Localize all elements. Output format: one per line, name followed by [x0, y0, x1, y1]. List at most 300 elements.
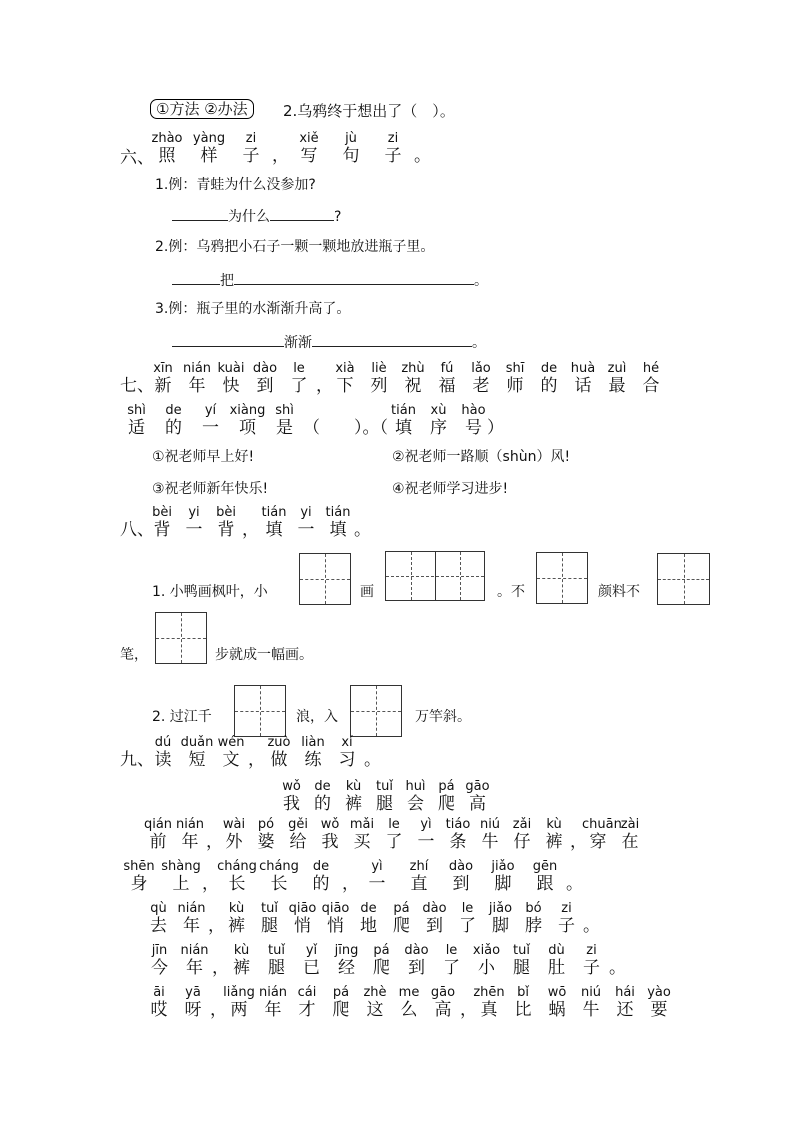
- pinyin: [248, 736, 262, 750]
- pinyin-char-pair: [364, 944, 399, 978]
- hanzi: 裤: [345, 794, 362, 814]
- blank-2a[interactable]: [172, 270, 220, 285]
- pinyin: dào: [448, 859, 474, 874]
- pinyin: huì: [405, 779, 426, 794]
- pinyin: [206, 818, 218, 832]
- q1-part-f: 步就成一幅画。: [215, 647, 313, 663]
- hanzi: 最: [608, 376, 626, 396]
- hanzi: 填: [265, 520, 283, 540]
- pinyin: bèi: [152, 505, 172, 520]
- pinyin: xià: [335, 361, 355, 376]
- hanzi: 脚: [492, 916, 509, 936]
- pinyin: zi: [245, 131, 257, 146]
- pinyin-char-pair: [142, 944, 177, 978]
- pinyin: [364, 736, 378, 750]
- hanzi: 前: [149, 832, 167, 852]
- hanzi: 真: [480, 1000, 498, 1020]
- pinyin-char-pair: [358, 986, 392, 1020]
- pinyin-char-pair: [634, 362, 668, 396]
- pinyin: jù: [345, 131, 357, 146]
- tianzige-box[interactable]: [657, 553, 710, 605]
- pinyin: xí: [341, 735, 353, 750]
- pinyin: yào: [647, 985, 671, 1000]
- pinyin-char-pair: [176, 986, 210, 1020]
- pinyin: nián: [177, 901, 206, 916]
- punctuation: [316, 362, 333, 396]
- pinyin-char-pair: [582, 817, 622, 852]
- pinyin-char-pair: [399, 944, 434, 978]
- pinyin-char-pair: [180, 736, 214, 770]
- pinyin-char-pair: [330, 736, 364, 770]
- pinyin-char-pair: [642, 986, 676, 1020]
- pinyin: cháng: [259, 859, 299, 874]
- hanzi: 练: [304, 750, 322, 770]
- answer-paren[interactable]: （ ）。（: [303, 418, 388, 438]
- pinyin-char-pair: [118, 860, 160, 894]
- example-2: 2.例：乌鸦把小石子一颗一颗地放进瓶子里。: [155, 239, 435, 255]
- hanzi: 爬: [393, 916, 410, 936]
- pinyin: zǎi: [512, 817, 532, 832]
- blank-1a[interactable]: [172, 206, 228, 221]
- pinyin: niú: [479, 817, 501, 832]
- pinyin: xiě: [299, 131, 319, 146]
- pinyin-char-pair: [362, 362, 396, 396]
- pinyin: pó: [257, 817, 275, 832]
- hanzi: 。: [354, 520, 371, 540]
- pinyin-char-pair: [484, 902, 517, 936]
- hanzi: ，: [212, 958, 229, 978]
- pinyin: dào: [404, 943, 429, 958]
- pinyin-char-pair: [146, 132, 188, 166]
- hanzi: 要: [650, 1000, 668, 1020]
- pinyin-char-pair: [307, 780, 338, 814]
- word-options: ①方法 ②办法: [150, 99, 254, 119]
- pinyin: gěi: [288, 817, 308, 832]
- pinyin-char-pair: [175, 902, 208, 936]
- pinyin: kuài: [217, 361, 245, 376]
- tianzige-box[interactable]: [536, 552, 588, 604]
- pinyin-char-pair: [160, 860, 202, 894]
- pinyin: jīng: [334, 943, 359, 958]
- q1-part-d: 颜料不: [598, 584, 640, 600]
- hanzi: ，: [210, 1000, 227, 1020]
- pinyin-char-pair: [421, 404, 456, 438]
- pinyin: [609, 944, 621, 958]
- hanzi: 今: [151, 958, 168, 978]
- pinyin-char-pair: [118, 404, 155, 438]
- hanzi: 年: [186, 958, 203, 978]
- pinyin: fú: [440, 361, 454, 376]
- pinyin: chuān: [582, 817, 622, 832]
- pinyin: gāo: [465, 779, 490, 794]
- hanzi: 么: [400, 1000, 418, 1020]
- pinyin-char-pair: [188, 132, 230, 166]
- hanzi: 老: [472, 376, 490, 396]
- pinyin-char-pair: [539, 944, 574, 978]
- pinyin: [414, 132, 430, 146]
- pinyin: [272, 132, 288, 146]
- hanzi: 长: [228, 874, 246, 894]
- pinyin: tuǐ: [513, 943, 530, 958]
- section-9-number: 九、: [120, 750, 154, 770]
- pinyin-char-pair: [430, 362, 464, 396]
- hanzi: 地: [360, 916, 377, 936]
- pinyin-char-pair: [296, 736, 330, 770]
- section-8-number: 八、: [120, 520, 154, 540]
- pinyin-char-pair: [248, 362, 282, 396]
- pinyin: tián: [261, 505, 287, 520]
- hanzi: 裤: [233, 958, 250, 978]
- hanzi: 上: [172, 874, 190, 894]
- pinyin: lǎo: [471, 361, 491, 376]
- hanzi: 在: [621, 832, 639, 852]
- pinyin: tiáo: [445, 817, 471, 832]
- pinyin: [583, 902, 595, 916]
- hanzi: 腿: [376, 794, 393, 814]
- pinyin-char-pair: [218, 818, 250, 852]
- hanzi: 蜗: [548, 1000, 566, 1020]
- hanzi: ，: [316, 376, 333, 396]
- tianzige-box[interactable]: [234, 685, 286, 737]
- hanzi: 已: [303, 958, 320, 978]
- pinyin-char-pair: [314, 818, 346, 852]
- hanzi: 给: [289, 832, 307, 852]
- pinyin: [570, 818, 582, 832]
- pinyin: zhēn: [473, 985, 505, 1000]
- pinyin-char-pair: [398, 860, 440, 894]
- pinyin-char-pair: [174, 818, 206, 852]
- pinyin-char-pair: [229, 404, 266, 438]
- answer-line-2: [172, 270, 488, 290]
- pinyin-char-pair: [462, 780, 493, 814]
- pinyin: qiāo: [288, 901, 317, 916]
- pinyin-char-pair: [180, 362, 214, 396]
- pinyin: shēn: [123, 859, 155, 874]
- pinyin-char-pair: [262, 736, 296, 770]
- pinyin-char-pair: [451, 902, 484, 936]
- punctuation: [609, 944, 626, 978]
- pinyin: pá: [332, 985, 350, 1000]
- tianzige-box[interactable]: [155, 612, 207, 664]
- hanzi: 身: [130, 874, 148, 894]
- hanzi: 裤: [228, 916, 245, 936]
- hanzi: 照: [158, 146, 176, 166]
- pinyin-char-pair: [608, 986, 642, 1020]
- pinyin-char-pair: [146, 362, 180, 396]
- punctuation: [354, 506, 370, 540]
- hanzi: 是: [276, 418, 293, 438]
- hanzi: 呀: [184, 1000, 202, 1020]
- pinyin: wǒ: [320, 817, 340, 832]
- tianzige-box[interactable]: [350, 685, 402, 737]
- pinyin-char-pair: [352, 902, 385, 936]
- answer-line-1: [172, 206, 341, 226]
- option-1: ①祝老师早上好!: [152, 449, 255, 465]
- pinyin-char-pair: [472, 986, 506, 1020]
- punctuation: [242, 506, 258, 540]
- pinyin: yi: [300, 505, 312, 520]
- hanzi: 去: [150, 916, 167, 936]
- hanzi: 这: [366, 1000, 384, 1020]
- pinyin-char-pair: [330, 132, 372, 166]
- punctuation: [210, 986, 227, 1020]
- pinyin-char-pair: [385, 902, 418, 936]
- pinyin: qián: [143, 817, 173, 832]
- pinyin-char-pair: [506, 986, 540, 1020]
- pinyin-char-pair: [540, 986, 574, 1020]
- pinyin: [460, 986, 472, 1000]
- pinyin: shì: [127, 403, 146, 418]
- hanzi: 填: [329, 520, 347, 540]
- punctuation: [364, 736, 381, 770]
- hanzi: ，: [570, 832, 587, 852]
- pinyin-char-pair: [346, 818, 378, 852]
- pinyin-char-pair: [142, 986, 176, 1020]
- hanzi: ，: [460, 1000, 477, 1020]
- pinyin: xù: [430, 403, 447, 418]
- pinyin: zuì: [607, 361, 627, 376]
- hanzi: 了: [459, 916, 476, 936]
- option-2: ②祝老师一路顺（shùn）风!: [392, 449, 571, 465]
- pinyin-char-pair: [574, 944, 609, 978]
- question-2: 2.乌鸦终于想出了（ ）。: [283, 102, 455, 120]
- pinyin: bǐ: [517, 985, 529, 1000]
- hanzi: 新: [154, 376, 172, 396]
- pinyin-char-pair: [259, 944, 294, 978]
- hanzi: 哎: [150, 1000, 168, 1020]
- pinyin: āi: [153, 985, 165, 1000]
- pinyin: [202, 860, 216, 874]
- hanzi: 牛: [582, 1000, 600, 1020]
- pinyin-char-pair: [418, 902, 451, 936]
- hanzi: 跟: [536, 874, 554, 894]
- tianzige-box-double[interactable]: [385, 551, 485, 601]
- hanzi: 肚: [548, 958, 565, 978]
- hanzi: 腿: [268, 958, 285, 978]
- pinyin: nián: [180, 943, 209, 958]
- pinyin: hái: [615, 985, 635, 1000]
- hanzi: 。: [583, 916, 600, 936]
- pinyin: liǎng: [223, 985, 255, 1000]
- pinyin: jīn: [151, 943, 168, 958]
- hanzi: 年: [264, 1000, 282, 1020]
- pinyin-char-pair: [210, 506, 242, 540]
- hanzi: 做: [270, 750, 288, 770]
- blank-2b[interactable]: [234, 270, 474, 285]
- hanzi: ，: [342, 874, 359, 894]
- q1-part-b: 画: [360, 584, 374, 600]
- pinyin: wō: [547, 985, 567, 1000]
- punctuation: [570, 818, 587, 852]
- hanzi: 买: [353, 832, 371, 852]
- section-6-number: 六、: [120, 148, 154, 168]
- hanzi: 子: [242, 146, 260, 166]
- hanzi: 句: [342, 146, 360, 166]
- pinyin-char-pair: [290, 986, 324, 1020]
- pinyin-char-pair: [498, 362, 532, 396]
- pinyin: [316, 362, 328, 376]
- hanzi: 外: [225, 832, 243, 852]
- answer-2-text: 把: [220, 273, 234, 289]
- pinyin: wài: [222, 817, 246, 832]
- punctuation: [208, 902, 225, 936]
- pinyin-char-pair: [319, 902, 352, 936]
- blank-3a[interactable]: [172, 332, 284, 347]
- pinyin-char-pair: [214, 736, 248, 770]
- hanzi: 子: [558, 916, 575, 936]
- pinyin-char-pair: [328, 362, 362, 396]
- hanzi: ，: [242, 520, 259, 540]
- pinyin: le: [293, 361, 305, 376]
- pinyin: niú: [580, 985, 602, 1000]
- punctuation: [414, 132, 430, 166]
- answer-3-text: 渐渐: [284, 335, 312, 351]
- hanzi: ，: [248, 750, 265, 770]
- pinyin: yí: [204, 403, 217, 418]
- pinyin-char-pair: [396, 362, 430, 396]
- hanzi: 背: [217, 520, 235, 540]
- pinyin-char-pair: [550, 902, 583, 936]
- pinyin: [566, 860, 580, 874]
- pinyin: tuǐ: [268, 943, 285, 958]
- hanzi: 婆: [257, 832, 275, 852]
- pinyin: hé: [642, 361, 660, 376]
- pinyin: shī: [505, 361, 525, 376]
- hanzi: 填: [395, 418, 412, 438]
- pinyin-char-pair: [250, 818, 282, 852]
- hanzi: 到: [408, 958, 425, 978]
- hanzi: 才: [298, 1000, 316, 1020]
- q2-part-a: 2. 过江千: [152, 709, 212, 725]
- pinyin-char-pair: [220, 902, 253, 936]
- pinyin: zi: [387, 131, 399, 146]
- hanzi: ，: [202, 874, 219, 894]
- pinyin-char-pair: [142, 818, 174, 852]
- pinyin: xiǎo: [472, 943, 501, 958]
- pinyin: [242, 506, 258, 520]
- hanzi: 样: [200, 146, 218, 166]
- pinyin-char-pair: [230, 132, 272, 166]
- hanzi: 号: [465, 418, 482, 438]
- hanzi: 一: [202, 418, 219, 438]
- hanzi: 穿: [589, 832, 607, 852]
- pinyin-char-pair: [386, 404, 421, 438]
- pinyin-char-pair: [324, 986, 358, 1020]
- pinyin: bó: [525, 901, 542, 916]
- pinyin: kù: [228, 901, 245, 916]
- hanzi: 小: [478, 958, 495, 978]
- hanzi: 项: [239, 418, 256, 438]
- pinyin: tián: [325, 505, 351, 520]
- hanzi: ，: [208, 916, 225, 936]
- pinyin: yā: [185, 985, 201, 1000]
- pinyin: de: [314, 779, 331, 794]
- answer-line-3: [172, 332, 486, 352]
- answer-1-text: 为什么: [228, 209, 270, 225]
- hanzi: 悄: [327, 916, 344, 936]
- hanzi: 条: [449, 832, 467, 852]
- pinyin-char-pair: [214, 362, 248, 396]
- hanzi: 脖: [525, 916, 542, 936]
- pinyin: yǐ: [305, 943, 318, 958]
- hanzi: 的: [540, 376, 558, 396]
- pinyin: dù: [548, 943, 565, 958]
- answer-3-end: 。: [472, 335, 486, 351]
- hanzi: 序: [430, 418, 447, 438]
- pinyin: nián: [182, 361, 212, 376]
- tianzige-box[interactable]: [299, 553, 351, 605]
- hanzi: 列: [370, 376, 388, 396]
- blank-1b[interactable]: [270, 206, 334, 221]
- hanzi: 腿: [261, 916, 278, 936]
- answer-2-end: 。: [474, 273, 488, 289]
- pinyin: jiǎo: [491, 859, 515, 874]
- blank-3b[interactable]: [312, 332, 472, 347]
- pinyin: tián: [391, 403, 416, 418]
- pinyin: zuò: [267, 735, 291, 750]
- hanzi: 还: [616, 1000, 634, 1020]
- pinyin: wǒ: [282, 779, 301, 794]
- hanzi: 合: [642, 376, 660, 396]
- option-3: ③祝老师新年快乐!: [152, 481, 269, 497]
- pinyin: jiǎo: [488, 901, 513, 916]
- pinyin-char-pair: [256, 986, 290, 1020]
- hanzi: 文: [222, 750, 240, 770]
- punctuation: [342, 860, 359, 894]
- pinyin: dào: [252, 361, 278, 376]
- punctuation: [206, 818, 223, 852]
- pinyin: le: [461, 901, 474, 916]
- pinyin: zhí: [409, 859, 429, 874]
- pinyin-char-pair: [524, 860, 566, 894]
- pinyin-char-pair: [614, 818, 646, 852]
- section-7-number: 七、: [120, 376, 154, 396]
- pinyin-char-pair: [517, 902, 550, 936]
- punctuation: [272, 132, 288, 166]
- pinyin: pá: [373, 943, 390, 958]
- hanzi: 一: [368, 874, 386, 894]
- pinyin: zhù: [401, 361, 425, 376]
- punctuation: [460, 986, 477, 1020]
- pinyin-char-pair: [282, 818, 314, 852]
- pinyin: kù: [546, 817, 562, 832]
- hanzi: 爬: [332, 1000, 350, 1020]
- pinyin-char-pair: [474, 818, 506, 852]
- pinyin: duǎn: [180, 735, 214, 750]
- example-3: 3.例：瓶子里的水渐渐升高了。: [155, 301, 351, 317]
- hanzi: ，: [272, 146, 289, 166]
- hanzi: 年: [188, 376, 206, 396]
- pinyin-char-pair: [356, 860, 398, 894]
- pinyin: wén: [217, 735, 245, 750]
- pinyin-char-pair: [369, 780, 400, 814]
- pinyin-char-pair: [216, 860, 258, 894]
- pinyin: [208, 902, 220, 916]
- pinyin: dú: [154, 735, 172, 750]
- pinyin: [210, 986, 222, 1000]
- pinyin-char-pair: [155, 404, 192, 438]
- pinyin-char-pair: [258, 860, 300, 894]
- q2-part-b: 浪，入: [296, 709, 338, 725]
- pinyin-char-pair: [434, 944, 469, 978]
- pinyin: [342, 860, 356, 874]
- hanzi: 了: [290, 376, 308, 396]
- pinyin-char-pair: [282, 362, 316, 396]
- hanzi: 腿: [513, 958, 530, 978]
- pinyin: liè: [371, 361, 387, 376]
- pinyin: yì: [420, 817, 432, 832]
- pinyin: pá: [393, 901, 410, 916]
